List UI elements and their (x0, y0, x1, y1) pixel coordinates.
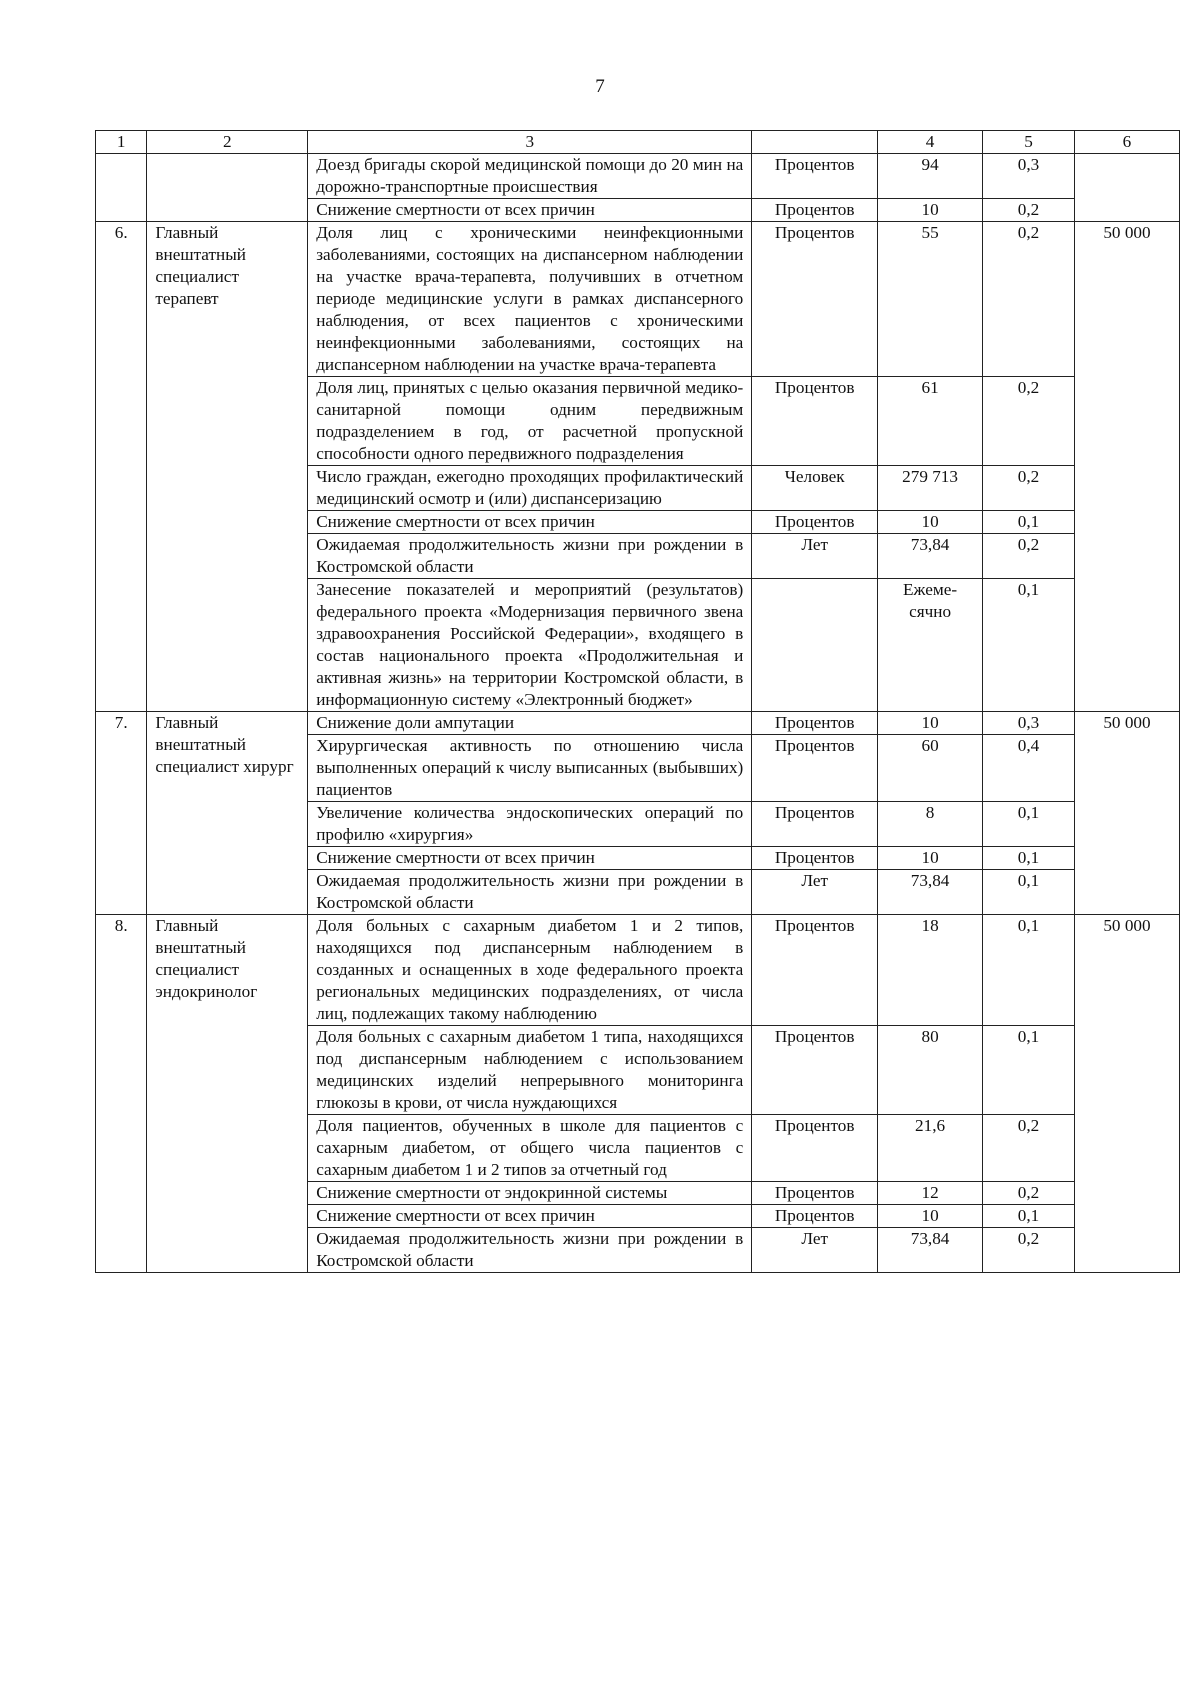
row-number-cell: 7. (96, 712, 147, 915)
page-number: 7 (595, 76, 605, 97)
unit-cell: Лет (752, 870, 878, 915)
indicator-description-cell: Доля больных с сахарным диабетом 1 и 2 типов, находящихся под диспансерным наблюдением в созданных и оснащенных в ходе федерального проекта региональных медицинских подразделениях, от числа лиц, подлежащих такому наблюдению (308, 915, 752, 1026)
unit-cell: Процентов (752, 511, 878, 534)
indicator-description-cell: Доля лиц, принятых с целью оказания первичной медико-санитарной помощи одним передвижным подразделением в год, от расчетной пропускной способности одного передвижного подразделения (308, 377, 752, 466)
weight-cell: 0,4 (983, 735, 1075, 802)
indicator-description-cell: Увеличение количества эндоскопических операций по профилю «хирургия» (308, 802, 752, 847)
target-value-cell: 10 (878, 199, 983, 222)
column-header: 3 (308, 131, 752, 154)
table-body (96, 131, 1180, 1273)
amount-cell (1074, 154, 1179, 222)
target-value-cell: 12 (878, 1182, 983, 1205)
indicator-description-cell: Снижение доли ампутации (308, 712, 752, 735)
weight-cell: 0,2 (983, 466, 1075, 511)
weight-cell: 0,2 (983, 1115, 1075, 1182)
specialist-cell (147, 154, 308, 222)
column-header: 1 (96, 131, 147, 154)
weight-cell: 0,1 (983, 511, 1075, 534)
amount-cell: 50 000 (1074, 712, 1179, 915)
weight-cell: 0,2 (983, 377, 1075, 466)
weight-cell: 0,1 (983, 870, 1075, 915)
indicator-description-cell: Хирургическая активность по отношению числа выполненных операций к числу выписанных (выбывших) пациентов (308, 735, 752, 802)
indicator-description-cell: Число граждан, ежегодно проходящих профилактический медицинский осмотр и (или) диспансеризацию (308, 466, 752, 511)
target-value-cell: 61 (878, 377, 983, 466)
unit-cell: Процентов (752, 377, 878, 466)
indicator-description-cell: Снижение смертности от всех причин (308, 847, 752, 870)
target-value-cell: 73,84 (878, 534, 983, 579)
indicator-description-cell: Доля лиц с хроническими неинфекционными заболеваниями, состоящих на диспансерном наблюдении на участке врача-терапевта, получивших в отчетном периоде медицинские услуги в рамках диспансерного наблюдения, от всех пациентов с хроническими неинфекционными заболеваниями, состоящих на диспансерном наблюдении на участке врача-терапевта (308, 222, 752, 377)
target-value-cell: 80 (878, 1026, 983, 1115)
target-value-cell: 73,84 (878, 1228, 983, 1273)
weight-cell: 0,2 (983, 1228, 1075, 1273)
weight-cell: 0,1 (983, 1026, 1075, 1115)
indicator-description-cell: Доля больных с сахарным диабетом 1 типа, находящихся под диспансерным наблюдением с использованием медицинских изделий непрерывного мониторинга глюкозы в крови, от числа нуждающихся (308, 1026, 752, 1115)
indicators-table (95, 130, 1180, 1273)
weight-cell: 0,2 (983, 222, 1075, 377)
unit-cell: Процентов (752, 1205, 878, 1228)
table-row (96, 154, 1180, 199)
target-value-cell: 21,6 (878, 1115, 983, 1182)
unit-cell: Человек (752, 466, 878, 511)
indicator-description-cell: Ожидаемая продолжительность жизни при рождении в Костромской области (308, 870, 752, 915)
weight-cell: 0,1 (983, 915, 1075, 1026)
indicator-description-cell: Снижение смертности от эндокринной системы (308, 1182, 752, 1205)
weight-cell: 0,2 (983, 534, 1075, 579)
header-row (96, 131, 1180, 154)
unit-cell: Процентов (752, 154, 878, 199)
indicator-description-cell: Доля пациентов, обученных в школе для пациентов с сахарным диабетом, от общего числа пациентов с сахарным диабетом 1 и 2 типов за отчетный год (308, 1115, 752, 1182)
row-number-cell: 6. (96, 222, 147, 712)
weight-cell: 0,2 (983, 199, 1075, 222)
weight-cell: 0,1 (983, 1205, 1075, 1228)
unit-cell: Процентов (752, 1182, 878, 1205)
unit-cell: Лет (752, 1228, 878, 1273)
target-value-cell: Ежеме-сячно (878, 579, 983, 712)
target-value-cell: 94 (878, 154, 983, 199)
target-value-cell: 8 (878, 802, 983, 847)
column-header (752, 131, 878, 154)
weight-cell: 0,2 (983, 1182, 1075, 1205)
weight-cell: 0,1 (983, 802, 1075, 847)
column-header: 2 (147, 131, 308, 154)
unit-cell: Процентов (752, 222, 878, 377)
unit-cell: Процентов (752, 802, 878, 847)
indicator-description-cell: Ожидаемая продолжительность жизни при рождении в Костромской области (308, 1228, 752, 1273)
weight-cell: 0,1 (983, 847, 1075, 870)
unit-cell: Процентов (752, 1026, 878, 1115)
column-header: 4 (878, 131, 983, 154)
indicator-description-cell: Снижение смертности от всех причин (308, 199, 752, 222)
weight-cell: 0,1 (983, 579, 1075, 712)
table-row (96, 222, 1180, 377)
target-value-cell: 10 (878, 847, 983, 870)
row-number-cell: 8. (96, 915, 147, 1273)
table-row (96, 915, 1180, 1026)
specialist-cell: Главный внештатный специалист хирург (147, 712, 308, 915)
unit-cell (752, 579, 878, 712)
indicator-description-cell: Снижение смертности от всех причин (308, 511, 752, 534)
amount-cell: 50 000 (1074, 222, 1179, 712)
unit-cell: Процентов (752, 847, 878, 870)
weight-cell: 0,3 (983, 154, 1075, 199)
target-value-cell: 55 (878, 222, 983, 377)
target-value-cell: 18 (878, 915, 983, 1026)
target-value-cell: 279 713 (878, 466, 983, 511)
unit-cell: Процентов (752, 1115, 878, 1182)
target-value-cell: 10 (878, 1205, 983, 1228)
specialist-cell: Главный внештатный специалист терапевт (147, 222, 308, 712)
unit-cell: Процентов (752, 735, 878, 802)
weight-cell: 0,3 (983, 712, 1075, 735)
unit-cell: Процентов (752, 199, 878, 222)
unit-cell: Процентов (752, 712, 878, 735)
column-header: 5 (983, 131, 1075, 154)
target-value-cell: 73,84 (878, 870, 983, 915)
target-value-cell: 10 (878, 712, 983, 735)
table-row (96, 712, 1180, 735)
indicator-description-cell: Занесение показателей и мероприятий (результатов) федерального проекта «Модернизация первичного звена здравоохранения Российской Федерации», входящего в состав национального проекта «Продолжительная и активная жизнь» на территории Костромской области, в информационную систему «Электронный бюджет» (308, 579, 752, 712)
unit-cell: Процентов (752, 915, 878, 1026)
target-value-cell: 10 (878, 511, 983, 534)
target-value-cell: 60 (878, 735, 983, 802)
row-number-cell (96, 154, 147, 222)
indicator-description-cell: Доезд бригады скорой медицинской помощи до 20 мин на дорожно-транспортные происшествия (308, 154, 752, 199)
column-header: 6 (1074, 131, 1179, 154)
specialist-cell: Главный внештатный специалист эндокринолог (147, 915, 308, 1273)
amount-cell: 50 000 (1074, 915, 1179, 1273)
indicator-description-cell: Снижение смертности от всех причин (308, 1205, 752, 1228)
unit-cell: Лет (752, 534, 878, 579)
indicator-description-cell: Ожидаемая продолжительность жизни при рождении в Костромской области (308, 534, 752, 579)
